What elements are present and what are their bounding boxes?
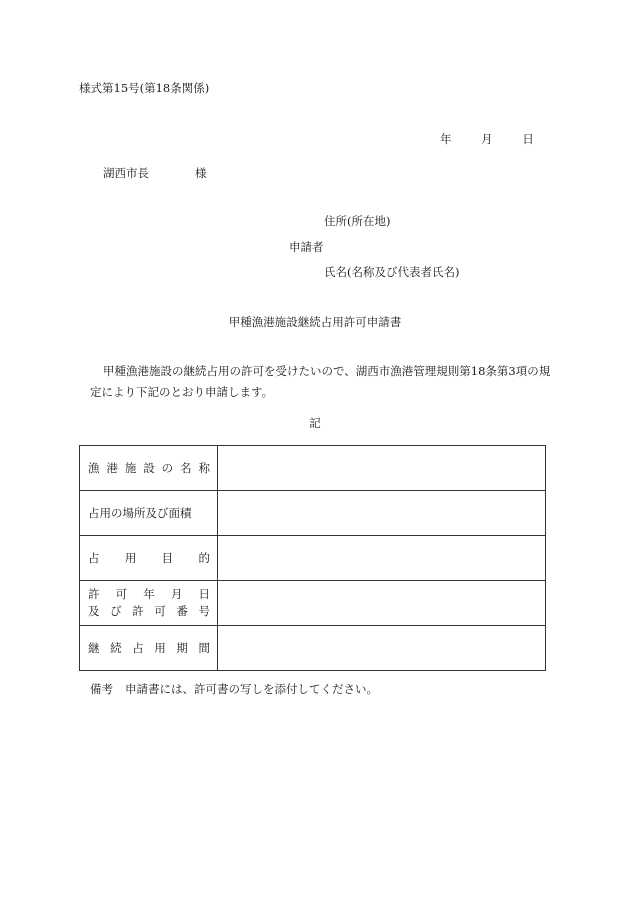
addressee [103,165,207,181]
row-label-text [88,550,210,567]
label-char: 的 [198,550,210,565]
remark-head: 備考 [90,682,113,696]
row-label-continuation-period [80,626,218,671]
row-label-permit-date [80,581,218,626]
remark [90,681,378,697]
addressee-honorific: 様 [195,166,207,180]
date-day: 日 [522,132,534,146]
date-line [440,131,534,147]
label-char: の [161,460,174,475]
row-value-permit-date[interactable] [218,581,546,626]
applicant-label: 申請者 [289,240,324,254]
table-row [80,446,546,491]
label-char: 許 [88,587,100,601]
label-char: 間 [198,640,210,655]
label-char: 続 [110,640,122,655]
addressee-name: 湖西市長 [103,166,149,180]
table-row [80,536,546,581]
document-title: 甲種漁港施設継続占用許可申請書 [228,315,402,329]
label-char: 漁 [88,460,100,475]
row-label-location-area [80,491,218,536]
label-char: 継 [88,640,100,655]
label-char: び [110,604,122,618]
table-row [80,581,546,626]
applicant-name-label: 氏名(名称及び代表者氏名) [324,265,460,279]
row-value-purpose[interactable] [218,536,546,581]
row-value-facility-name[interactable] [218,446,546,491]
label-char: 日 [198,587,210,601]
row-label-text-2 [88,603,210,620]
label-char: 及 [88,604,100,618]
date-month: 月 [481,132,493,146]
label-char: 期 [176,640,188,655]
label-char: 許 [132,604,144,618]
table-row [80,491,546,536]
label-char: 目 [161,550,174,565]
label-char: 年 [143,587,155,601]
label-char: 号 [198,604,210,618]
ki-heading: 記 [309,416,321,430]
row-label-text [88,640,210,657]
label-char: 名 [180,460,192,475]
label-char: 占 [88,550,100,565]
date-year: 年 [440,132,452,146]
applicant-address-label: 住所(所在地) [324,214,391,228]
remark-text: 申請書には、許可書の写しを添付してください。 [125,682,378,696]
label-char: 用 [124,550,137,565]
label-char: 称 [198,460,210,475]
row-value-continuation-period[interactable] [218,626,546,671]
label-char: 施 [124,460,137,475]
label-char: 占 [132,640,144,655]
label-char: 番 [176,604,188,618]
body-text: 甲種漁港施設の継続占用の許可を受けたいので、湖西市漁港管理規則第18条第3項の規定により下記のとおり申請します。 [90,364,551,399]
row-label-text [88,460,210,477]
row-label-text: 占用の場所及び面積 [88,505,192,520]
table-row [80,626,546,671]
label-char: 用 [154,640,166,655]
label-char: 可 [154,604,166,618]
row-value-location-area[interactable] [218,491,546,536]
label-char: 可 [115,587,128,601]
application-table [79,445,546,671]
form-number: 様式第15号(第18条関係) [79,81,210,95]
label-char: 港 [106,460,118,475]
label-char: 月 [170,587,183,601]
row-label-purpose [80,536,218,581]
row-label-facility-name [80,446,218,491]
label-char: 設 [143,460,155,475]
row-label-text [88,586,210,603]
